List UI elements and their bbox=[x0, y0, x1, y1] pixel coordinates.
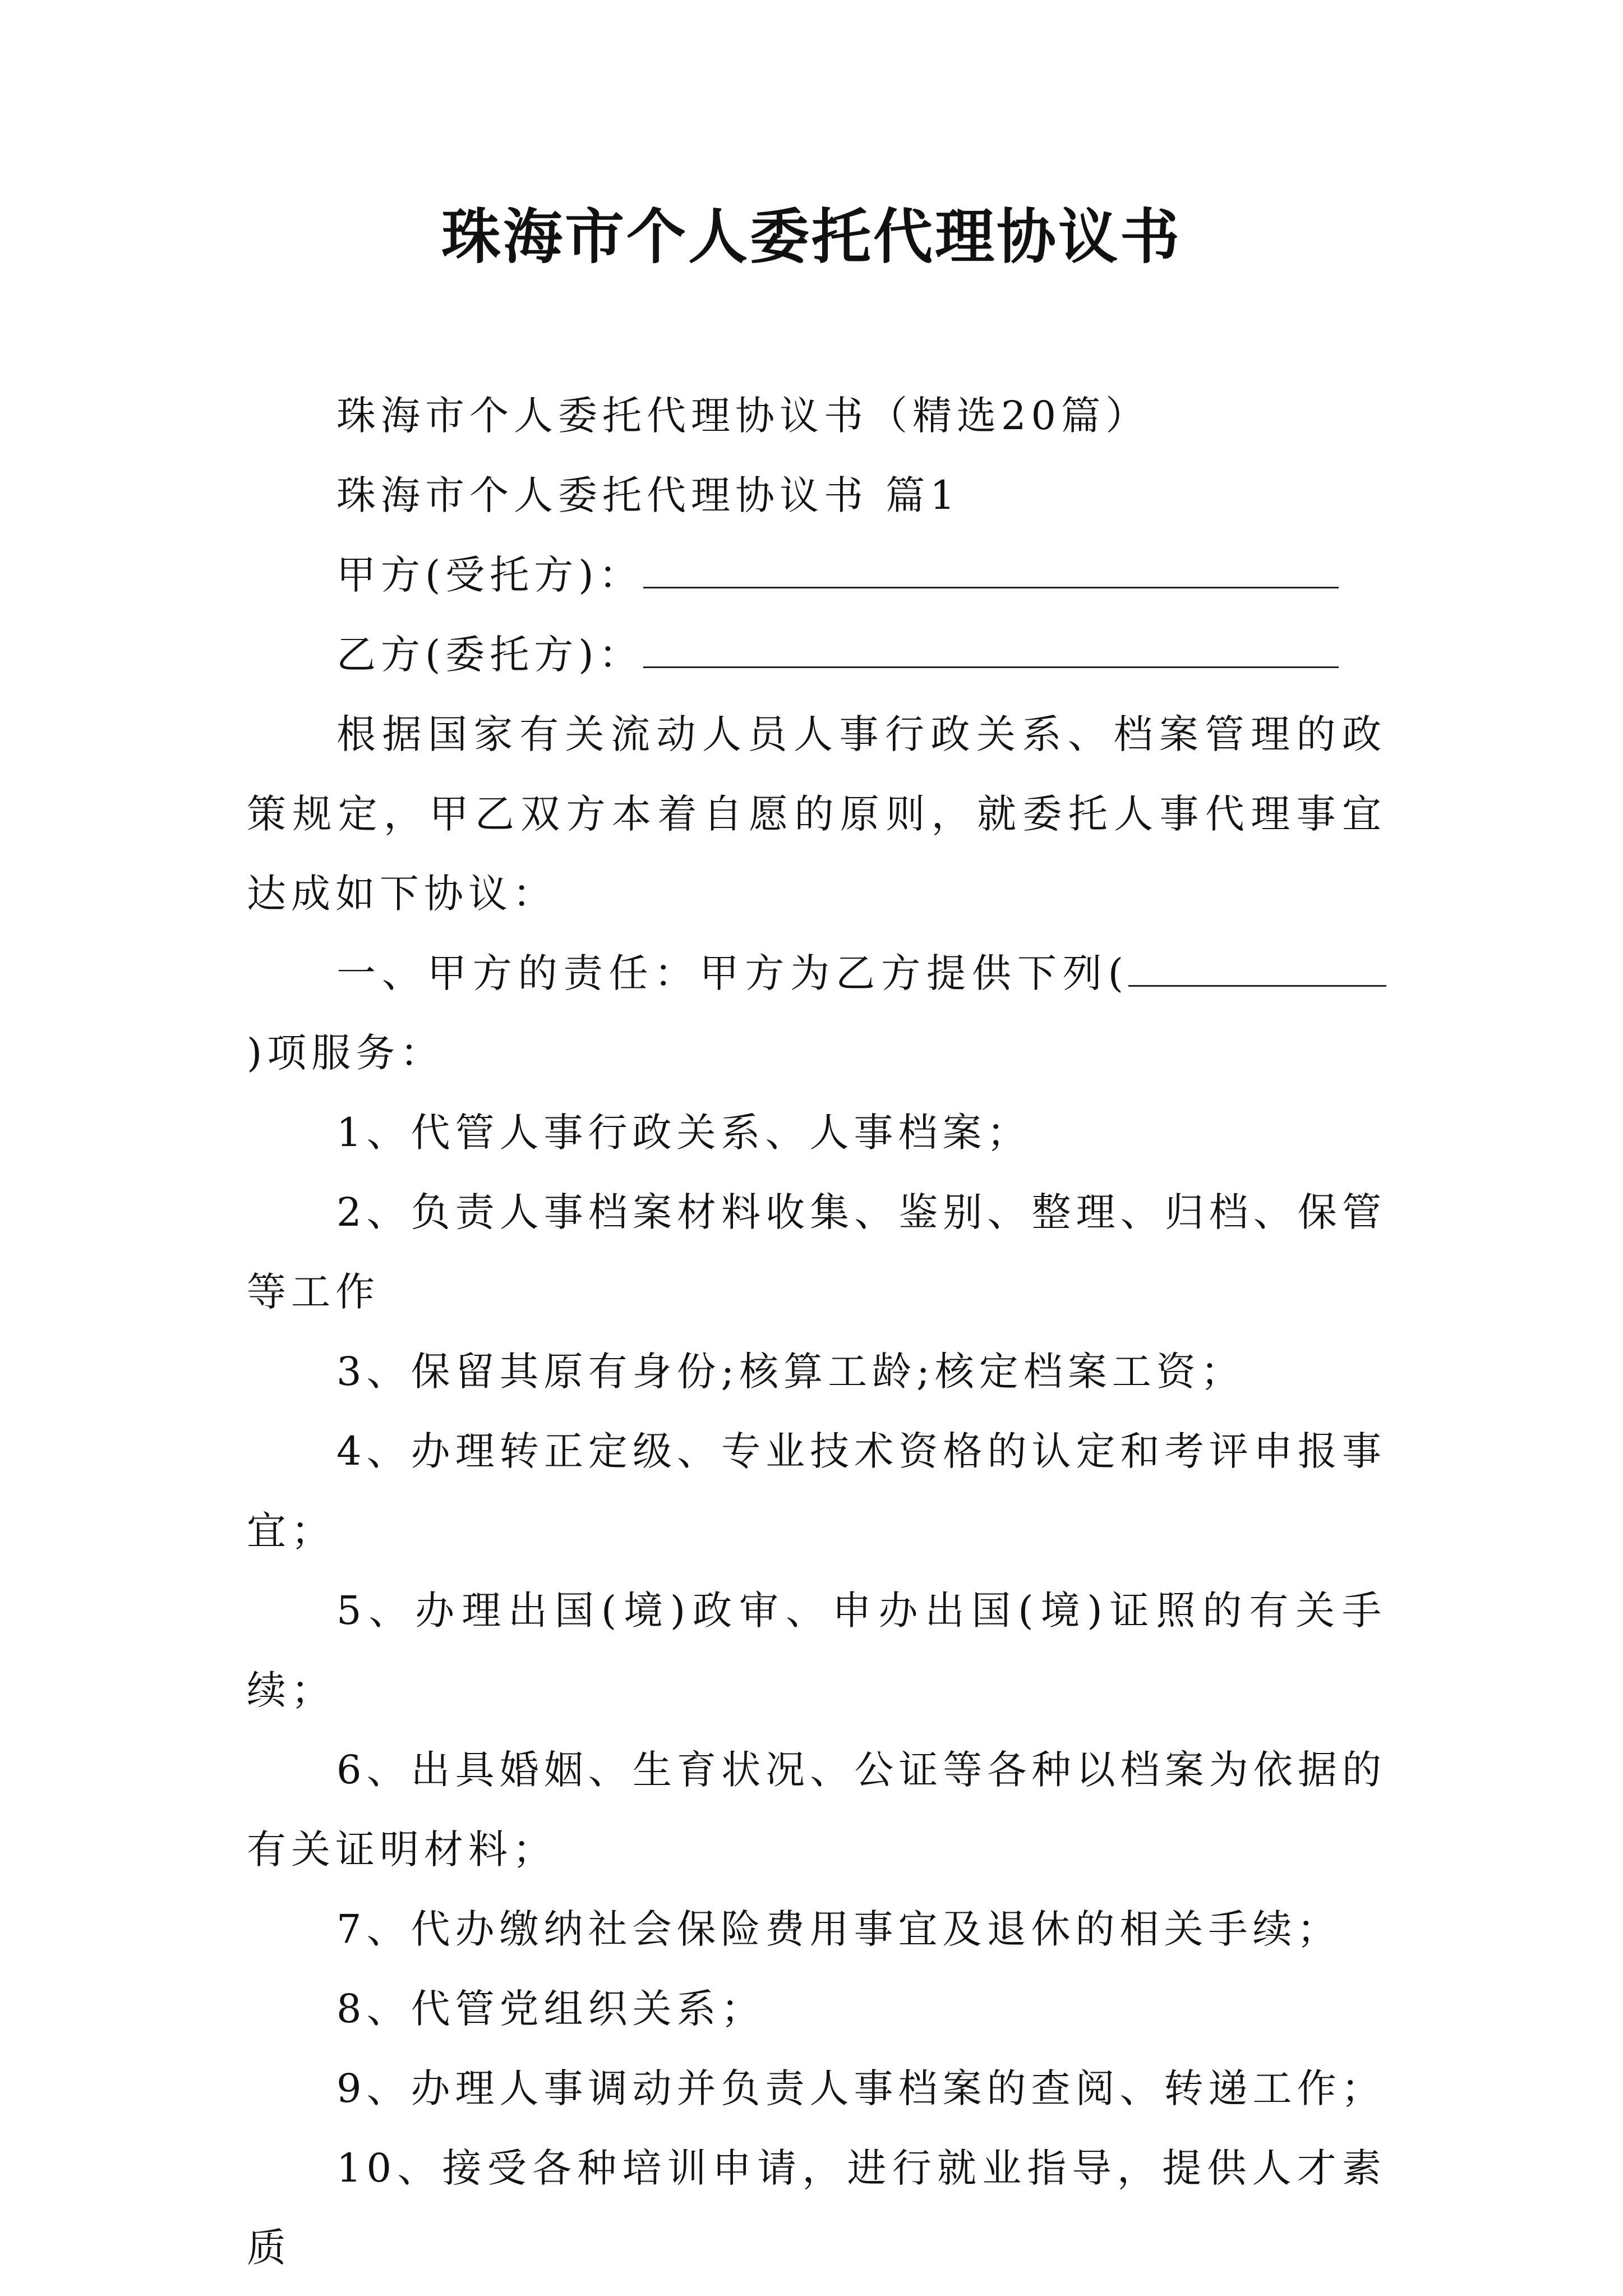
clause-one-suffix: )项服务： bbox=[247, 1030, 445, 1076]
list-item: 2、负责人事档案材料收集、鉴别、整理、归档、保管等工作 bbox=[247, 1189, 1386, 1315]
list-item: 8、代管党组织关系； bbox=[336, 1986, 766, 2032]
party-a-line bbox=[247, 535, 1386, 615]
party-b-blank bbox=[643, 627, 1339, 668]
document-title: 珠海市个人委托代理协议书 bbox=[441, 201, 1182, 272]
intro-paragraph: 根据国家有关流动人员人事行政关系、档案管理的政策规定，甲乙双方本着自愿的原则，就委托人事代理事宜达成如下协议： bbox=[247, 711, 1386, 917]
section-heading: 珠海市个人委托代理协议书 篇1 bbox=[336, 472, 960, 518]
list-item: 4、办理转正定级、专业技术资格的认定和考评申报事宜； bbox=[247, 1428, 1386, 1554]
list-item: 10、接受各种培训申请，进行就业指导，提供人才素质 bbox=[247, 2145, 1386, 2271]
list-item: 5、办理出国(境)政审、申办出国(境)证照的有关手续； bbox=[247, 1588, 1386, 1713]
list-item: 9、办理人事调动并负责人事档案的查阅、转递工作； bbox=[336, 2065, 1386, 2111]
list-item: 1、代管人事行政关系、人事档案； bbox=[336, 1110, 1031, 1156]
party-a-label: 甲方(受托方)： bbox=[336, 552, 643, 598]
list-item: 3、保留其原有身份;核算工龄;核定档案工资； bbox=[336, 1349, 1245, 1395]
document-body bbox=[247, 376, 1386, 2288]
clause-one-prefix: 一、甲方的责任：甲方为乙方提供下列( bbox=[336, 950, 1128, 996]
subtitle: 珠海市个人委托代理协议书（精选20篇） bbox=[336, 393, 1150, 439]
list-item: 6、出具婚姻、生育状况、公证等各种以档案为依据的有关证明材料； bbox=[247, 1747, 1386, 1872]
party-a-blank bbox=[643, 547, 1339, 588]
clause-one-blank bbox=[1128, 946, 1386, 987]
list-item: 7、代办缴纳社会保险费用事宜及退休的相关手续； bbox=[336, 1906, 1341, 1952]
party-b-line bbox=[247, 615, 1386, 694]
party-b-label: 乙方(委托方)： bbox=[336, 632, 643, 678]
clause-one bbox=[247, 933, 1386, 1093]
